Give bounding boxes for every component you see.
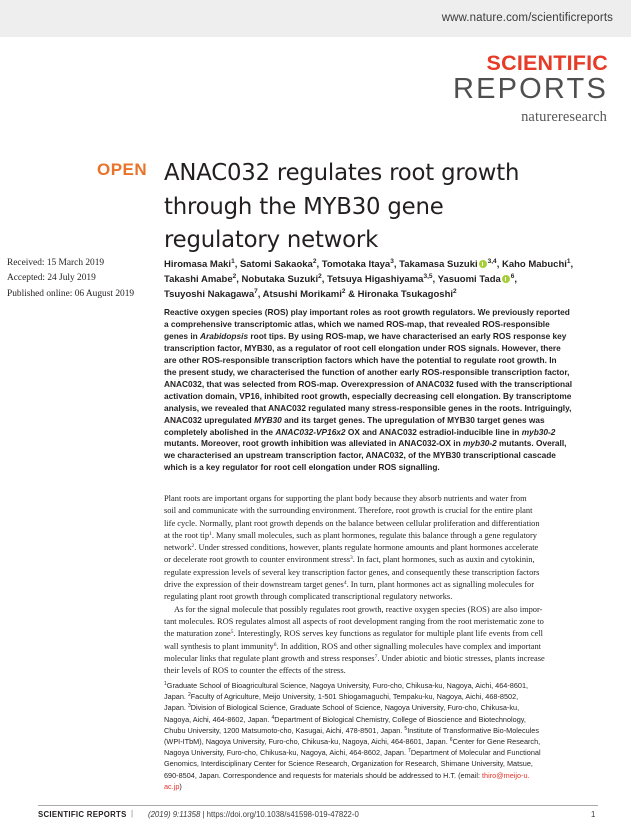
author-name[interactable]: Takamasa Suzuki (399, 259, 478, 270)
article-title (164, 157, 594, 258)
doi-link[interactable]: | https://doi.org/10.1038/s41598-019-47822-0 (200, 810, 359, 819)
affiliations (164, 680, 604, 792)
abstract-line: the present study, we characterised the function of another early ROS-responsible transcription factor, (164, 366, 570, 377)
abstract-line: activation domain, VP16, inhibited root growth, especially decreasing cell elongation. By transcriptome (164, 390, 572, 401)
body-text-span: . Under abiotic and biotic stresses, plants increase (377, 652, 545, 663)
body-text-span: . In fact, plant hormones, such as auxin and cytokinin, (352, 554, 535, 565)
body-text-span: the maturation zone (164, 628, 231, 639)
affil-line (164, 714, 604, 725)
author-name[interactable]: Nobutaka Suzuki (241, 274, 319, 286)
body-line (164, 553, 604, 565)
affil-line (164, 702, 604, 713)
body-line: As for the signal molecule that possibly regulates root growth, reactive oxygen species (ROS) are also impor- (174, 603, 543, 614)
author-name[interactable]: Tetsuya Higashiyama (327, 274, 424, 286)
body-text-span: wall synthesis to plant immunity (164, 640, 274, 651)
brand-reports: REPORTS (452, 73, 608, 105)
affil-sup: 1 (164, 681, 167, 687)
abstract-text: root tips. By using ROS-map, we have characterised an early ROS response key (248, 330, 567, 341)
affil-sup: 3,5 (423, 273, 433, 281)
author-ampersand: & (348, 289, 355, 301)
body-text-span: . Interestingly, ROS serves key functions as regulator for multiple plant life events from cell (233, 628, 543, 639)
abstract-line: are other ROS-responsible transcription factors which have the potential to regulate root growth. In (164, 354, 557, 365)
body-line: life cycle. Normally, plant root growth depends on the balance between cellular proliferation and differentiation (164, 517, 540, 528)
affil-text: Japan. (164, 692, 188, 702)
affil-line (164, 680, 604, 691)
affil-line: Genomics, Interdisciplinary Center for Science Research, Organization for Research, Shimane University, Matsue, (164, 759, 533, 769)
affil-sup: 2 (187, 692, 191, 699)
author-name[interactable]: Tomotaka Itaya (321, 259, 391, 270)
affil-text: Chubu University, 1200 Matsumoto-cho, Kasugai, Aichi, 478-8501, Japan. (164, 725, 405, 735)
abstract-italic: myb30-2 (462, 438, 497, 449)
affil-text: Institute of Transformative Bio-Molecules (407, 725, 539, 735)
affil-text: Graduate School of Bioagricultural Science, Nagoya University, Furo-cho, Chikusa-ku, Nagoya, Aichi, 464-8601, (166, 681, 529, 690)
abstract-line (164, 331, 604, 343)
title-line: ANAC032 regulates root growth (164, 160, 520, 186)
body-line: soil and communicate with the surrounding environment. Therefore, root growth is crucial for the entire plant (164, 505, 533, 516)
footer-citation (148, 810, 359, 819)
body-line (164, 529, 604, 541)
affil-sup: 1 (566, 258, 571, 265)
affil-line (164, 747, 604, 758)
abstract-line: a comprehensive transcriptomic atlas, which we named ROS-map, that revealed ROS-responsible (164, 318, 550, 329)
body-line: tant molecules. ROS regulates almost all aspects of root development ranging from the root meristematic zone to (164, 615, 544, 626)
page-number: 1 (591, 810, 596, 819)
affil-sup: 1 (231, 258, 235, 265)
affil-line (164, 770, 604, 781)
abstract-line: transcription factor, MYB30, as a regulator of root cell elongation under ROS signals. However, there (164, 342, 561, 353)
author-line: Tsuyoshi Nakagawa$^7$, Atsushi Morikami$^2$ & Hironaka Tsukagoshi$^2$ (164, 288, 457, 301)
body-line: Plant roots are important organs for supporting the plant body because they absorb nutrients and water from (164, 493, 527, 503)
body-text-span: or decelerate root growth to counter environment stress (164, 554, 351, 565)
body-text-span: . In addition, ROS and other signalling molecules have complex and important (276, 640, 542, 651)
citation-ref[interactable]: 6 (273, 641, 277, 648)
title-line: regulatory network (164, 227, 379, 253)
abstract-line: ANAC032, that was selected from ROS-map. Overexpression of ANAC032 fused with the transcriptional (164, 378, 573, 389)
body-text-span: . Under stressed conditions, however, plants regulate hormone amounts and plant hormones accelerate (194, 542, 539, 553)
abstract-italic: MYB30 (254, 414, 282, 425)
abstract-italic: myb30-2 (521, 426, 556, 437)
body-line: regulate expression levels of several key transcription factor genes, and consequently these transcription factors (164, 566, 540, 577)
title-line: through the MYB30 gene (164, 193, 444, 220)
orcid-icon[interactable] (479, 260, 487, 268)
received-date: Received: 15 March 2019 (7, 258, 105, 268)
citation-ref[interactable]: 5 (230, 629, 234, 636)
body-text-span: at the root tip (164, 529, 210, 540)
published-date: Published online: 06 August 2019 (7, 288, 135, 299)
affil-line (164, 781, 604, 792)
abstract-italic: ANAC032-VP16x2 (275, 426, 346, 437)
abstract-text: and its target genes. The upregulation of MYB30 target genes was (281, 414, 545, 425)
author-name[interactable]: Hiromasa Maki (164, 259, 232, 270)
footer-separator: | (131, 809, 134, 818)
citation-ref[interactable]: 4 (343, 580, 347, 587)
affil-sup: 2 (318, 273, 322, 281)
author-name[interactable]: Tsuyoshi Nakagawa (164, 289, 255, 301)
affil-sup: 7 (408, 748, 411, 755)
body-line: regulating plant root growth through complicated transcriptional regulatory networks. (164, 591, 453, 602)
author-line: Takashi Amabe$^2$, Nobutaka Suzuki$^2$, Tetsuya Higashiyama$^{3,5}$, Yasuomi Tada $^6$, (164, 273, 518, 286)
affil-text: Center for Gene Research, (452, 737, 541, 747)
citation-ref[interactable]: 2 (191, 543, 195, 550)
body-line (164, 541, 604, 553)
affil-sup: 2 (341, 288, 346, 296)
brand-natureresearch: natureresearch (521, 109, 607, 125)
affil-text: Division of Biological Science, Graduate School of Science, Nagoya University, Furo-cho, Chikusa-ku, (190, 703, 520, 713)
affil-sup: 7 (254, 288, 258, 296)
body-text-span: network (164, 542, 192, 553)
author-name[interactable]: Kaho Mabuchi (501, 259, 567, 270)
abstract-line (164, 438, 604, 450)
brand-scientific: SCIENTIFIC (486, 51, 608, 75)
body-line (164, 652, 604, 664)
affil-text: Nagoya University, Furo-cho, Chikusa-ku, Nagoya, Aichi, 464-8602, Japan. (164, 748, 409, 758)
author-name[interactable]: Takashi Amabe (164, 274, 233, 286)
affil-sup: 3 (187, 703, 191, 710)
abstract-line (164, 415, 604, 427)
affil-line (164, 736, 604, 747)
author-name[interactable]: Hironaka Tsukagoshi (357, 289, 454, 301)
abstract-text: mutants. Overall, (496, 438, 567, 449)
abstract-text: ANAC032 upregulated (164, 414, 255, 425)
author-name[interactable]: Atsushi Morikami (262, 289, 342, 301)
body-text-span: . Many small molecules, such as plant hormones, regulate this balance through a gene regulatory (211, 529, 537, 540)
accepted-date: Accepted: 24 July 2019 (7, 273, 96, 284)
body-text-span: molecular links that regulate plant growth and stress responses (164, 652, 375, 663)
affil-text: Japan. (164, 703, 188, 713)
body-line (164, 627, 604, 639)
citation-ref[interactable]: 1 (209, 530, 212, 537)
affil-text: Nagoya, Aichi, 464-8602, Japan. (164, 714, 272, 724)
abstract-line: Reactive oxygen species (ROS) play important roles as root growth regulators. We previously reported (164, 307, 570, 317)
journal-url[interactable]: www.nature.com/scientificreports (441, 12, 613, 24)
orcid-icon[interactable] (502, 275, 510, 283)
affil-sup: 6 (510, 273, 515, 281)
abstract-text: mutants. Moreover, root growth inhibition was alleviated in ANAC032-OX in (164, 438, 463, 449)
abstract-line: analysis, we revealed that ANAC032 regulated many stress-responsible genes in the roots. Intriguingly, (164, 402, 572, 413)
affil-text: Faculty of Agriculture, Meijo University, 1-501 Shiogamaguchi, Tempaku-ku, Nagoya, Aichi, 468-8502, (190, 692, 519, 702)
abstract-line: which is a key regulator for root cell elongation under ROS signalling. (164, 462, 440, 473)
body-line (164, 578, 604, 590)
abstract (164, 307, 604, 474)
affil-text: ) (179, 781, 182, 791)
body-text-span: drive the expression of their downstream target genes (164, 579, 344, 590)
affil-text: 690-8504, Japan. Correspondence and requests for materials should be addressed to H.T. (email: (164, 770, 483, 780)
body-text (164, 492, 604, 676)
correspondence-email[interactable]: ac.jp (164, 781, 180, 791)
affil-line (164, 725, 604, 736)
footer-divider (38, 805, 598, 806)
author-list (164, 257, 604, 303)
body-line (164, 640, 604, 652)
correspondence-email[interactable]: thiro@meijo-u. (482, 770, 530, 780)
affil-text: (WPI-ITbM), Nagoya University, Furo-cho, Chikusa-ku, Nagoya, Aichi, 464-8601, Japan. (164, 737, 450, 747)
affil-sup: 2 (453, 288, 457, 296)
affil-sup: 4 (271, 714, 275, 721)
author-name[interactable]: Yasuomi Tada (437, 274, 501, 286)
open-access-label: OPEN (97, 160, 148, 179)
abstract-italic: Arabidopsis (200, 330, 249, 341)
affil-line (164, 691, 604, 702)
abstract-text: OX and ANAC032 estradiol-inducible line in (345, 426, 522, 437)
affil-text: Department of Molecular and Functional (410, 748, 541, 758)
abstract-line (164, 427, 604, 439)
affil-sup: 3 (390, 258, 394, 265)
citation-ref[interactable]: 7 (374, 653, 378, 660)
affil-sup: 2 (312, 258, 317, 265)
body-text-span: . In turn, plant hormones act as signalling molecules for (346, 579, 535, 590)
article-dates (7, 256, 134, 302)
affil-sup: 6 (449, 737, 453, 744)
footer-journal-name: SCIENTIFIC REPORTS (38, 810, 127, 819)
body-line: their levels of ROS to counter the effects of the stress. (164, 665, 346, 676)
abstract-line: we characterised an upstream transcription factor, ANAC032, of the MYB30 transcriptional cascade (164, 450, 556, 461)
affil-sup: 5 (404, 725, 408, 732)
abstract-text: completely abolished in the (164, 426, 276, 437)
abstract-text: genes in (164, 330, 201, 341)
citation-ref[interactable]: 3 (350, 555, 353, 562)
citation-year: (2019) 9:11358 (148, 810, 201, 819)
affil-text: Department of Biological Chemistry, College of Bioscience and Biotechnology, (274, 714, 526, 724)
affil-sup: 2 (232, 273, 237, 281)
affil-sup: 3,4 (487, 258, 497, 265)
author-name[interactable]: Satomi Sakaoka (239, 259, 313, 270)
author-line: Hiromasa Maki$^1$, Satomi Sakaoka$^2$, Tomotaka Itaya$^3$, Takamasa Suzuki $^{3,4}$, Kaho Mabuchi$^1$, (164, 258, 574, 270)
